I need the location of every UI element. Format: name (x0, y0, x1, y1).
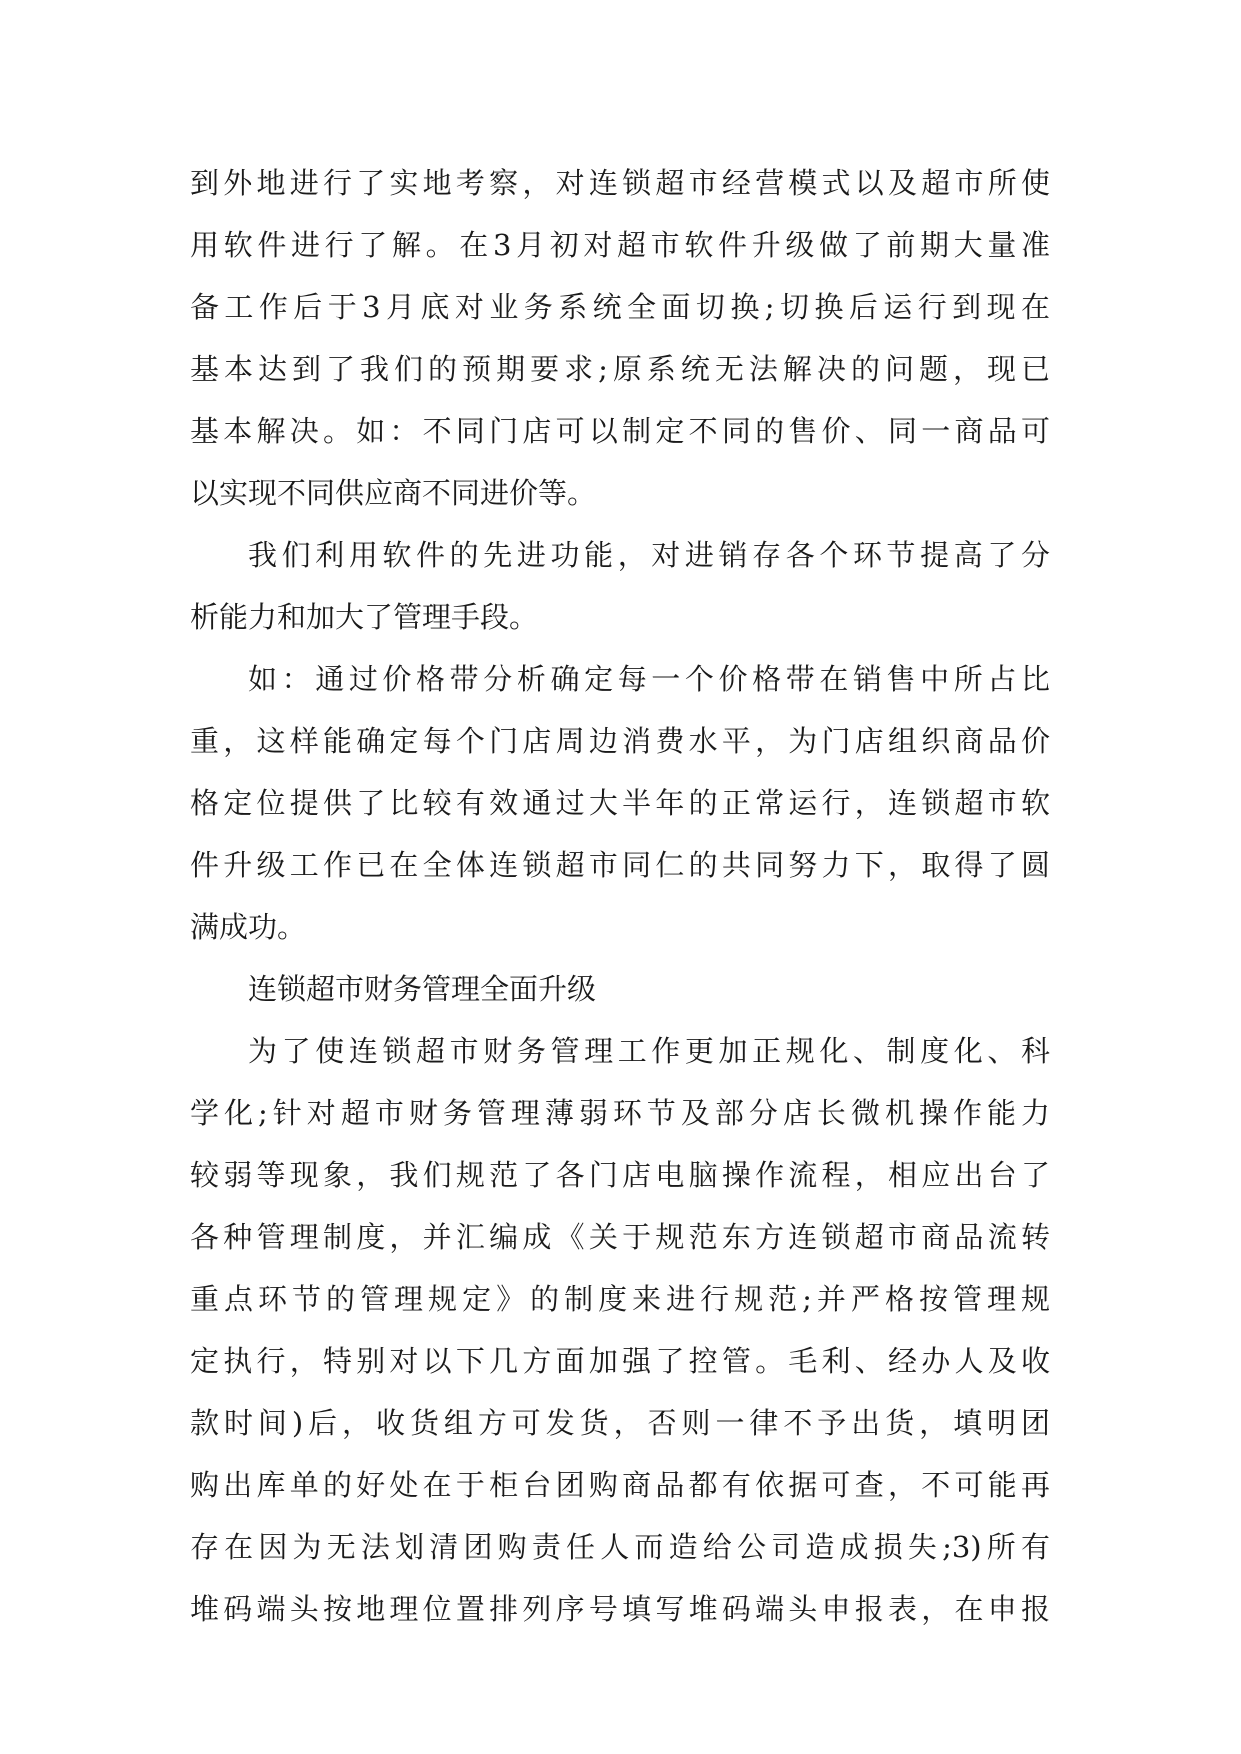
text-line: 备工作后于3月底对业务系统全面切换;切换后运行到现在 (190, 290, 1050, 324)
document-page (190, 152, 1050, 1640)
text-line: 我们利用软件的先进功能，对进销存各个环节提高了分 (248, 538, 1050, 572)
section-heading: 连锁超市财务管理全面升级 (248, 972, 597, 1006)
text-line: 件升级工作已在全体连锁超市同仁的共同努力下，取得了圆 (190, 848, 1050, 882)
text-line: 用软件进行了解。在3月初对超市软件升级做了前期大量准 (190, 228, 1050, 262)
text-line: 重点环节的管理规定》的制度来进行规范;并严格按管理规 (190, 1282, 1050, 1316)
text-line: 满成功。 (190, 910, 307, 944)
text-line: 基本达到了我们的预期要求;原系统无法解决的问题，现已 (190, 352, 1050, 386)
text-line: 如：通过价格带分析确定每一个价格带在销售中所占比 (248, 662, 1050, 696)
text-line: 定执行，特别对以下几方面加强了控管。毛利、经办人及收 (190, 1344, 1050, 1378)
text-line: 款时间)后，收货组方可发货，否则一律不予出货，填明团 (190, 1406, 1050, 1440)
text-line: 存在因为无法划清团购责任人而造给公司造成损失;3)所有 (190, 1530, 1050, 1564)
text-line: 以实现不同供应商不同进价等。 (190, 476, 597, 510)
text-line: 较弱等现象，我们规范了各门店电脑操作流程，相应出台了 (190, 1158, 1050, 1192)
text-line: 基本解决。如：不同门店可以制定不同的售价、同一商品可 (190, 414, 1050, 448)
text-line: 格定位提供了比较有效通过大半年的正常运行，连锁超市软 (190, 786, 1050, 820)
text-line: 到外地进行了实地考察，对连锁超市经营模式以及超市所使 (190, 166, 1050, 200)
text-line: 重，这样能确定每个门店周边消费水平，为门店组织商品价 (190, 724, 1050, 758)
text-line: 学化;针对超市财务管理薄弱环节及部分店长微机操作能力 (190, 1096, 1050, 1130)
text-line: 为了使连锁超市财务管理工作更加正规化、制度化、科 (248, 1034, 1050, 1068)
text-line: 购出库单的好处在于柜台团购商品都有依据可查，不可能再 (190, 1468, 1050, 1502)
text-line: 堆码端头按地理位置排列序号填写堆码端头申报表，在申报 (190, 1592, 1050, 1626)
text-line: 各种管理制度，并汇编成《关于规范东方连锁超市商品流转 (190, 1220, 1050, 1254)
text-line: 析能力和加大了管理手段。 (190, 600, 539, 634)
